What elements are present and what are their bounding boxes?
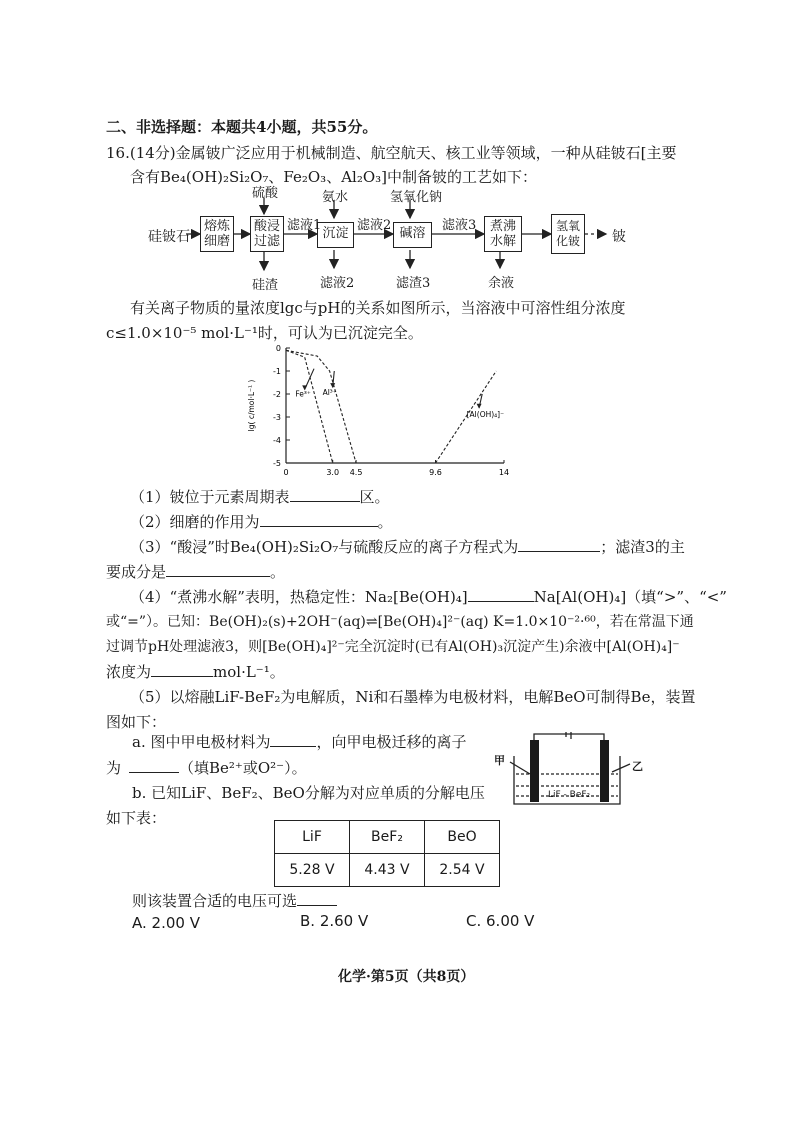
question-5c	[132, 890, 337, 911]
question-5a-text-2: ，向甲电极迁移的离子	[316, 733, 467, 751]
question-1	[130, 486, 390, 507]
option-a[interactable]: A. 2.00 V	[132, 914, 200, 932]
option-b[interactable]: B. 2.60 V	[300, 912, 369, 930]
flow-residue-3: 滤渣3	[396, 276, 431, 291]
flow-step-be-hydroxide: 氢氧化铍	[551, 214, 585, 254]
table-header-row	[275, 821, 500, 854]
flow-reagent-ammonia: 氨水	[322, 190, 349, 205]
y-tick-label: -1	[273, 367, 281, 376]
question-4-line-2: 或“=”）。已知：Be(OH)₂(s)+2OH⁻(aq)⇌[Be(OH)₄]²⁻(aq) K=1.0×10⁻²·⁶⁰，若在常温下通	[106, 614, 694, 630]
question-intro-line-2: 含有Be₄(OH)₂Si₂O₇、Fe₂O₃、Al₂O₃]中制备铍的工艺如下：	[130, 168, 538, 186]
question-3-end: 。	[270, 563, 286, 581]
flow-reagent-sulfuric-acid: 硫酸	[252, 186, 279, 201]
question-4-line-3: 过调节pH处理滤液3，则[Be(OH)₄]²⁻完全沉淀时(已有Al(OH)₃沉淀产生)余液中[Al(OH)₄]⁻	[106, 639, 680, 655]
question-3	[130, 536, 685, 557]
question-5a-text-1: a. 图中甲电极材料为	[132, 733, 271, 751]
electrode-right	[600, 740, 609, 802]
question-4-end: mol·L⁻¹。	[213, 663, 285, 681]
question-5-line-2: 图如下：	[106, 713, 167, 731]
apparatus-label-left: 甲	[494, 754, 505, 767]
series-arrow-head	[477, 404, 482, 409]
x-tick-label: 9.6	[429, 468, 442, 477]
series-label: Al³⁺	[322, 388, 337, 398]
question-4-text-b: Na[Al(OH)₄]（填“>”、“<”	[533, 588, 727, 606]
question-3-answer-blank-1[interactable]	[518, 537, 600, 552]
question-5a-line-2	[106, 757, 307, 778]
option-c[interactable]: C. 6.00 V	[466, 912, 535, 930]
question-intro-line-1: 16.(14分)金属铍广泛应用于机械制造、航空航天、核工业等领域，一种从硅铍石[主要	[106, 144, 677, 162]
question-5a-line-2-text: 为	[106, 759, 122, 777]
apparatus-electrolyte-label: LiF - BeF₂	[548, 790, 591, 800]
section-heading: 二、非选择题：本题共4小题，共55分。	[106, 118, 378, 136]
question-2-answer-blank[interactable]	[260, 512, 378, 527]
y-axis-label: lg( c/mol·L⁻¹ )	[247, 379, 256, 432]
flow-step-acid-leach: 酸浸过滤	[250, 216, 284, 252]
question-3-text: （3）“酸浸”时Be₄(OH)₂Si₂O₇与硫酸反应的离子方程式为	[130, 538, 519, 556]
question-4-answer-blank-2[interactable]	[151, 662, 213, 677]
question-5c-answer-blank[interactable]	[297, 891, 337, 906]
question-4	[130, 586, 727, 607]
question-1-end: 区。	[359, 488, 390, 506]
table-header-cell: BeF₂	[350, 821, 425, 854]
question-5a-end: （填Be²⁺或O²⁻）。	[179, 759, 307, 777]
flow-step-alkali-dissolve: 碱溶	[393, 222, 432, 248]
x-tick-label: 4.5	[349, 468, 363, 477]
question-4-answer-blank-1[interactable]	[468, 587, 534, 602]
table-header-cell: BeO	[425, 821, 500, 854]
question-2-text: （2）细磨的作用为	[130, 513, 260, 531]
question-5b-line-2: 如下表：	[106, 809, 167, 827]
flow-raw-material: 硅铍石	[148, 229, 190, 245]
question-4-line-4-text: 浓度为	[106, 663, 152, 681]
question-4-line-4	[106, 661, 285, 682]
flow-filtrate-1: 滤液1	[287, 218, 322, 233]
y-tick-label: -5	[273, 459, 281, 468]
question-3-mid: ；滤渣3的主	[600, 538, 685, 556]
question-4-text-a: （4）“煮沸水解”表明，热稳定性：Na₂[Be(OH)₄]	[130, 588, 468, 606]
flow-reagent-naoh: 氢氧化钠	[390, 190, 443, 205]
table-cell: 5.28 V	[275, 854, 350, 887]
question-3-line-2-text: 要成分是	[106, 563, 167, 581]
series-line	[286, 350, 356, 463]
y-tick-label: -4	[273, 436, 281, 445]
series-label: Fe³⁺	[295, 389, 311, 399]
question-2-end: 。	[377, 513, 393, 531]
flow-step-precipitate: 沉淀	[317, 222, 354, 248]
question-2	[130, 511, 393, 532]
flow-step-boil-hydrolysis: 煮沸水解	[484, 216, 522, 252]
question-5b: b. 已知LiF、BeF₂、BeO分解为对应单质的分解电压	[132, 784, 485, 802]
question-5-line-1: （5）以熔融LiF-BeF₂为电解质，Ni和石墨棒为电极材料，电解BeO可制得Be，装置	[130, 688, 696, 706]
y-tick-label: -3	[273, 413, 281, 422]
apparatus-label-right: 乙	[632, 760, 643, 773]
flow-product: 铍	[612, 229, 626, 245]
flow-filtrate-3: 滤液3	[442, 218, 477, 233]
question-5a-answer-blank-1[interactable]	[270, 732, 316, 747]
flow-filtrate-2: 滤液2	[357, 218, 392, 233]
question-3-line-2	[106, 561, 285, 582]
y-tick-label: -2	[273, 390, 281, 399]
question-1-text: （1）铍位于元素周期表	[130, 488, 290, 506]
table-header-cell: LiF	[275, 821, 350, 854]
decomposition-voltage-table	[274, 820, 500, 887]
flowchart-arrows	[0, 0, 800, 300]
question-3-answer-blank-2[interactable]	[166, 562, 270, 577]
question-1-answer-blank[interactable]	[290, 487, 360, 502]
electrode-left	[530, 740, 539, 802]
page-footer: 化学·第5页（共8页）	[338, 969, 475, 985]
question-5c-text: 则该装置合适的电压可选	[132, 892, 298, 910]
table-cell: 4.43 V	[350, 854, 425, 887]
series-line	[286, 350, 333, 463]
chart-intro-line-1: 有关离子物质的量浓度lgc与pH的关系如图所示，当溶液中可溶性组分浓度	[130, 299, 626, 317]
flow-residue-filtrate2: 滤液2	[320, 276, 355, 291]
x-tick-label: 14	[498, 468, 510, 477]
table-row	[275, 854, 500, 887]
x-tick-label: 3.0	[326, 468, 340, 477]
lgc-ph-chart	[240, 338, 530, 488]
flow-step-smelt-grind: 熔炼细磨	[200, 216, 234, 252]
question-5a	[132, 731, 467, 752]
series-label: [Al(OH)₄]⁻	[466, 410, 505, 419]
table-cell: 2.54 V	[425, 854, 500, 887]
flow-residue-remaining-liquid: 余液	[488, 276, 515, 291]
question-5a-answer-blank-2[interactable]	[129, 758, 179, 773]
chart-intro-line-2: c≤1.0×10⁻⁵ mol·L⁻¹时，可认为已沉淀完全。	[106, 324, 423, 342]
y-tick-label: 0	[275, 344, 281, 353]
x-tick-label: 0	[283, 468, 289, 477]
flow-residue-silica: 硅渣	[252, 278, 279, 293]
